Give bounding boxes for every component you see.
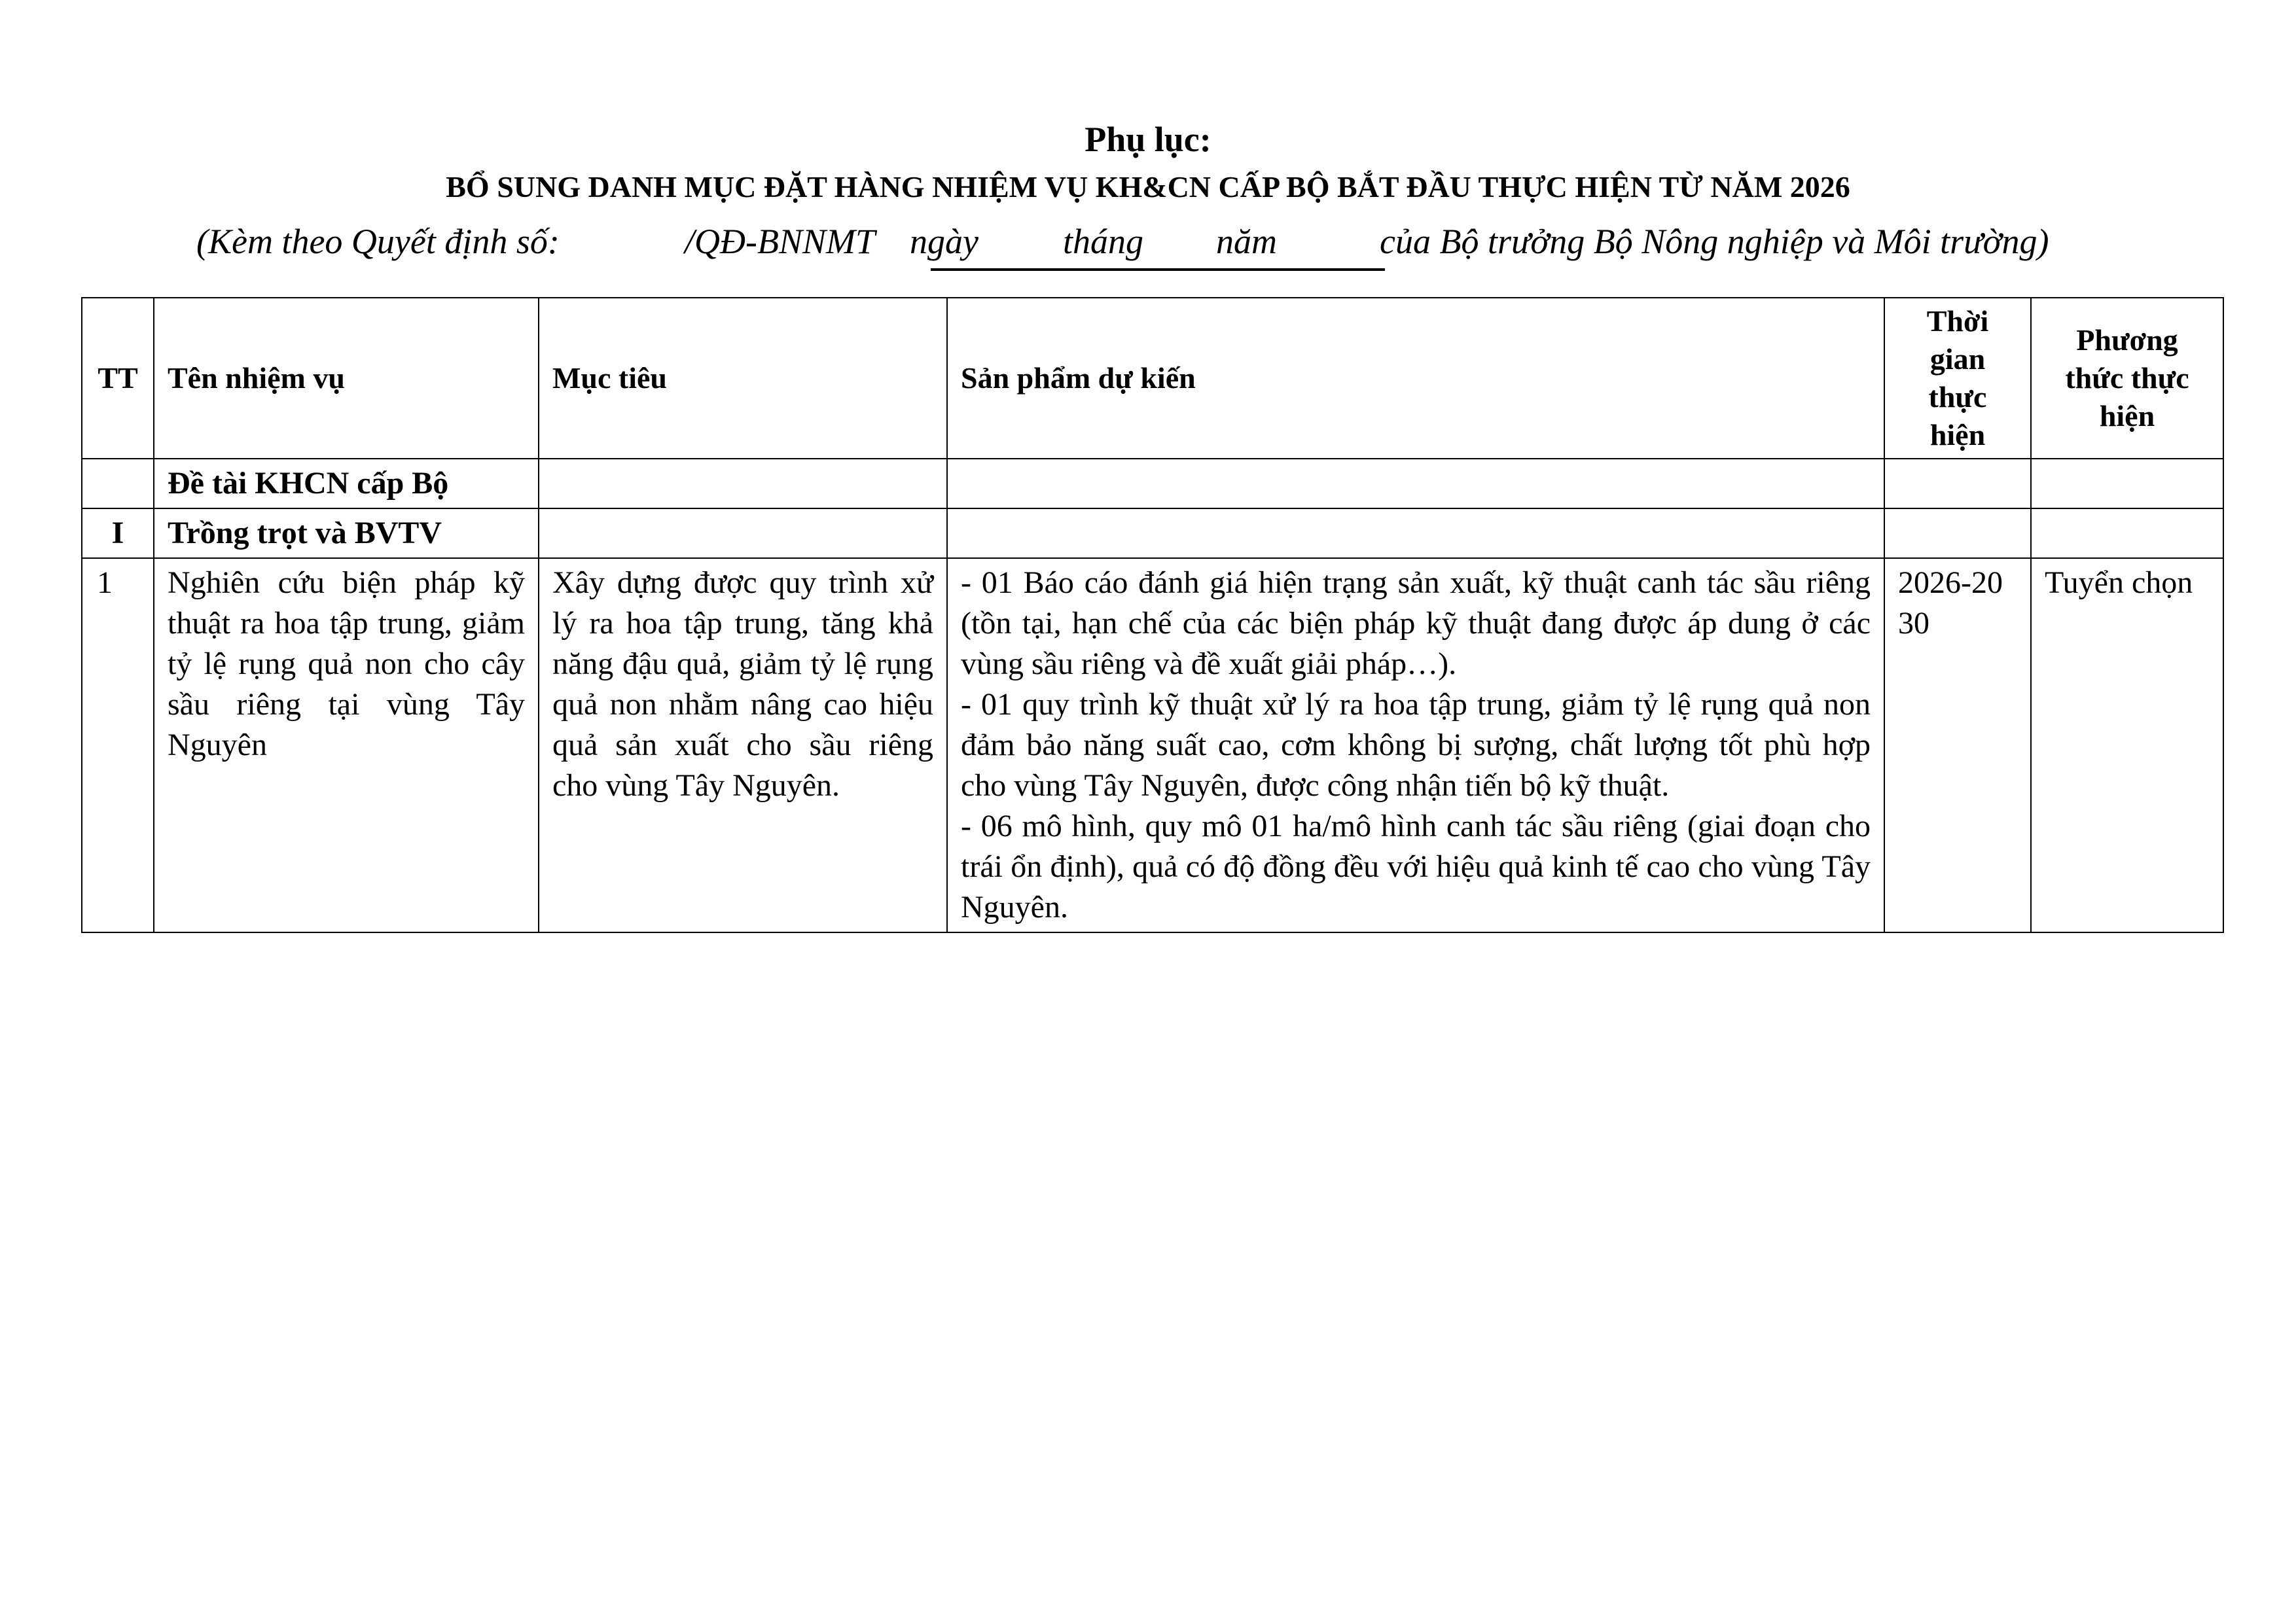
- group-empty-cell: [539, 459, 947, 508]
- group-row: [82, 459, 2223, 508]
- reference-year: năm: [1216, 222, 1277, 261]
- appendix-label: Phụ lục:: [1085, 120, 1211, 159]
- reference-day: ngày: [910, 222, 978, 261]
- row-products: [947, 558, 1884, 932]
- reference-close: của Bộ trưởng Bộ Nông nghiệp và Môi trường): [1380, 222, 2049, 261]
- header-task-name: Tên nhiệm vụ: [154, 298, 539, 459]
- section-empty-cell: [2031, 508, 2223, 558]
- row-objective: Xây dựng được quy trình xử lý ra hoa tập trung, tăng khả năng đậu quả, giảm tỷ lệ rụng quả non nhằm nâng cao hiệu quả sản xuất cho sầu riêng cho vùng Tây Nguyên.: [539, 558, 947, 932]
- product-item: - 01 quy trình kỹ thuật xử lý ra hoa tập trung, giảm tỷ lệ rụng quả non đảm bảo năng suất cao, cơm không bị sượng, chất lượng tốt phù hợp cho vùng Tây Nguyên, được công nhận tiến bộ kỹ thuật.: [961, 687, 1871, 803]
- group-empty-cell: [947, 459, 1884, 508]
- reference-open: (Kèm theo Quyết định số:: [196, 222, 560, 261]
- section-label: Trồng trọt và BVTV: [154, 508, 539, 558]
- section-empty-cell: [947, 508, 1884, 558]
- product-item: - 06 mô hình, quy mô 01 ha/mô hình canh tác sầu riêng (giai đoạn cho trái ổn định), quả có độ đồng đều với hiệu quả kinh tế cao cho vùng Tây Nguyên.: [961, 809, 1871, 925]
- row-tt: 1: [82, 558, 154, 932]
- section-empty-cell: [539, 508, 947, 558]
- product-item: - 01 Báo cáo đánh giá hiện trạng sản xuất, kỹ thuật canh tác sầu riêng (tồn tại, hạn chế của các biện pháp kỹ thuật đang được áp dung ở các vùng sầu riêng và đề xuất giải pháp…).: [961, 565, 1871, 681]
- date-underline: [931, 268, 1385, 271]
- reference-decision-number: /QĐ-BNNMT: [685, 222, 876, 261]
- row-duration: 2026-2030: [1884, 558, 2031, 932]
- group-empty-cell: [2031, 459, 2223, 508]
- row-method: Tuyển chọn: [2031, 558, 2223, 932]
- header-products: Sản phẩm dự kiến: [947, 298, 1884, 459]
- section-row: [82, 508, 2223, 558]
- group-empty-cell: [1884, 459, 2031, 508]
- header-objective: Mục tiêu: [539, 298, 947, 459]
- appendix-title: BỔ SUNG DANH MỤC ĐẶT HÀNG NHIỆM VỤ KH&CN CẤP BỘ BẮT ĐẦU THỰC HIỆN TỪ NĂM 2026: [446, 170, 1850, 203]
- group-label: Đề tài KHCN cấp Bộ: [154, 459, 539, 508]
- section-number: I: [82, 508, 154, 558]
- reference-month: tháng: [1063, 222, 1144, 261]
- table-row: [82, 558, 2223, 932]
- task-table: [81, 297, 2224, 933]
- table-header-row: [82, 298, 2223, 459]
- row-task-name: Nghiên cứu biện pháp kỹ thuật ra hoa tập trung, giảm tỷ lệ rụng quả non cho cây sầu riêng tại vùng Tây Nguyên: [154, 558, 539, 932]
- header-duration: Thời gian thực hiện: [1884, 298, 2031, 459]
- header-tt: TT: [82, 298, 154, 459]
- group-tt-cell: [82, 459, 154, 508]
- header-method: Phương thức thực hiện: [2031, 298, 2223, 459]
- section-empty-cell: [1884, 508, 2031, 558]
